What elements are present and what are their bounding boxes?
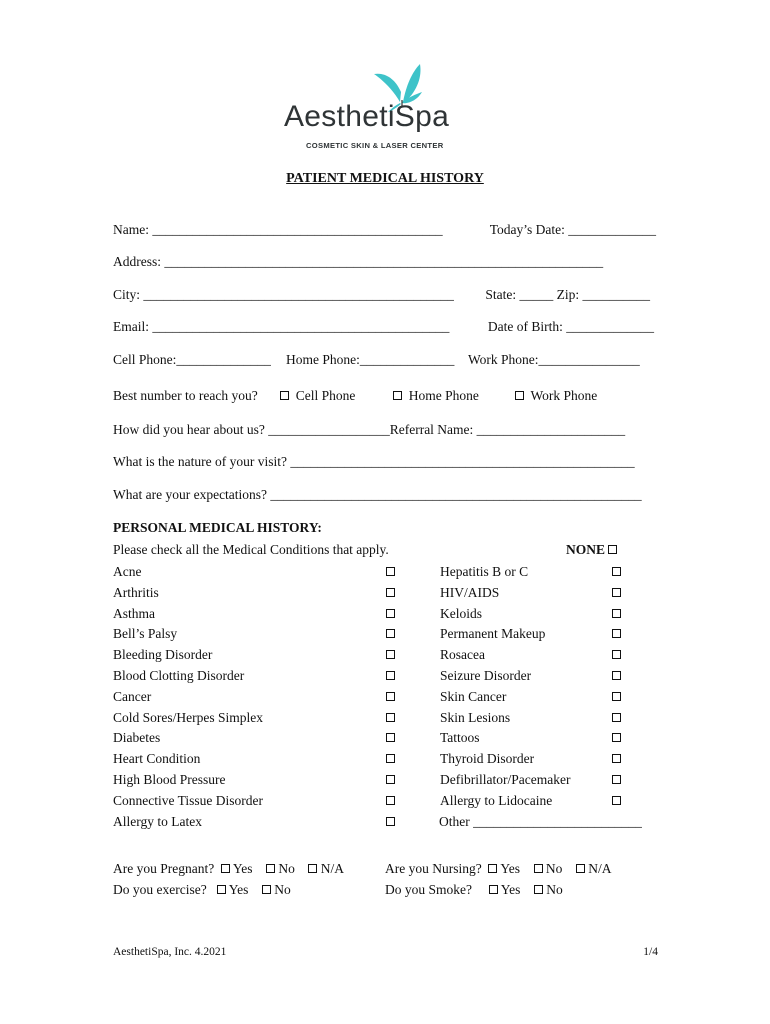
no-label: No	[278, 861, 295, 876]
checkbox[interactable]	[262, 885, 271, 894]
checkbox[interactable]	[612, 733, 621, 742]
condition-label: Allergy to Lidocaine	[440, 793, 553, 808]
none-label: NONE	[566, 542, 606, 557]
footer-text: AesthetiSpa, Inc. 4.2021	[113, 946, 227, 958]
checkbox[interactable]	[612, 650, 621, 659]
page-number: 1/4	[643, 946, 658, 958]
checkbox[interactable]	[266, 864, 275, 873]
checkbox[interactable]	[608, 545, 617, 554]
checkbox[interactable]	[612, 796, 621, 805]
checkbox[interactable]	[386, 609, 395, 618]
checkbox[interactable]	[612, 671, 621, 680]
checkbox[interactable]	[386, 817, 395, 826]
condition-label: Skin Lesions	[440, 710, 511, 725]
question-label: Do you exercise?	[113, 882, 207, 897]
checkbox[interactable]	[489, 885, 498, 894]
checkbox[interactable]	[612, 567, 621, 576]
checkbox[interactable]	[386, 567, 395, 576]
checkbox[interactable]	[386, 650, 395, 659]
option-home-phone[interactable]	[393, 388, 479, 404]
condition-checkbox[interactable]	[386, 751, 395, 767]
brand-tagline: COSMETIC SKIN & LASER CENTER	[306, 141, 444, 150]
exercise-question	[113, 882, 291, 898]
condition-checkbox[interactable]	[386, 689, 395, 705]
condition-checkbox[interactable]	[612, 626, 621, 642]
condition-checkbox[interactable]	[386, 710, 395, 726]
brand-name: AesthetiSpa	[284, 100, 450, 133]
condition-checkbox[interactable]	[386, 626, 395, 642]
condition-label: Permanent Makeup	[440, 626, 546, 641]
no-label: No	[546, 882, 563, 897]
na-label: N/A	[588, 861, 612, 876]
email-field[interactable]: Email: ____________________________________________	[113, 319, 450, 334]
checkbox[interactable]	[308, 864, 317, 873]
condition-label: Defibrillator/Pacemaker	[440, 772, 571, 787]
checkbox[interactable]	[221, 864, 230, 873]
condition-checkbox[interactable]	[386, 772, 395, 788]
yes-label: Yes	[500, 861, 521, 876]
checkbox[interactable]	[488, 864, 497, 873]
none-option[interactable]	[566, 542, 617, 558]
condition-checkbox[interactable]	[612, 751, 621, 767]
pregnant-question	[113, 861, 344, 877]
option-label: Work Phone	[530, 388, 598, 403]
checkbox[interactable]	[612, 775, 621, 784]
checkbox[interactable]	[386, 588, 395, 597]
condition-label: Connective Tissue Disorder	[113, 793, 263, 808]
visit-nature-field[interactable]: What is the nature of your visit? ___________________________________________________	[113, 454, 635, 469]
best-number-label: Best number to reach you?	[113, 388, 258, 403]
checkbox[interactable]	[612, 754, 621, 763]
condition-label: Bleeding Disorder	[113, 647, 213, 662]
checkbox[interactable]	[386, 754, 395, 763]
condition-checkbox[interactable]	[386, 730, 395, 746]
other-field[interactable]: Other _________________________	[439, 814, 642, 829]
instruction-text: Please check all the Medical Conditions that apply.	[113, 542, 389, 557]
checkbox[interactable]	[386, 713, 395, 722]
condition-checkbox[interactable]	[612, 710, 621, 726]
condition-label: Hepatitis B or C	[440, 564, 529, 579]
checkbox[interactable]	[612, 588, 621, 597]
condition-label: Rosacea	[440, 647, 485, 662]
question-label: Do you Smoke?	[385, 882, 472, 897]
condition-checkbox[interactable]	[612, 772, 621, 788]
condition-label: Blood Clotting Disorder	[113, 668, 245, 683]
logo	[284, 62, 484, 152]
option-label: Home Phone	[408, 388, 479, 403]
checkbox[interactable]	[534, 864, 543, 873]
condition-label: Skin Cancer	[440, 689, 507, 704]
checkbox[interactable]	[576, 864, 585, 873]
question-label: Are you Pregnant?	[113, 861, 215, 876]
cell-phone-field[interactable]: Cell Phone:______________	[113, 352, 271, 367]
checkbox[interactable]	[612, 692, 621, 701]
expectations-field[interactable]: What are your expectations? _______________________________________________________	[113, 487, 642, 502]
checkbox[interactable]	[386, 692, 395, 701]
page-title: PATIENT MEDICAL HISTORY	[286, 171, 484, 186]
condition-checkbox[interactable]	[612, 668, 621, 684]
condition-checkbox[interactable]	[612, 793, 621, 809]
condition-checkbox[interactable]	[612, 647, 621, 663]
todays-date-field[interactable]: Today’s Date: _____________	[489, 222, 656, 237]
checkbox[interactable]	[386, 629, 395, 638]
address-field[interactable]: Address: _________________________________________________________________	[113, 254, 604, 269]
dob-field[interactable]: Date of Birth: _____________	[487, 319, 654, 334]
home-phone-field[interactable]: Home Phone:______________	[286, 352, 455, 367]
section-heading: PERSONAL MEDICAL HISTORY:	[113, 520, 322, 535]
condition-label: Allergy to Latex	[113, 814, 202, 829]
no-label: No	[274, 882, 291, 897]
checkbox[interactable]	[386, 733, 395, 742]
question-label: Are you Nursing?	[385, 861, 482, 876]
checkbox[interactable]	[393, 391, 402, 400]
condition-label: Bell’s Palsy	[113, 626, 178, 641]
yes-label: Yes	[500, 882, 521, 897]
condition-label: High Blood Pressure	[113, 772, 226, 787]
checkbox[interactable]	[612, 609, 621, 618]
condition-checkbox[interactable]	[386, 793, 395, 809]
condition-checkbox[interactable]	[386, 814, 395, 830]
yes-label: Yes	[228, 882, 249, 897]
condition-checkbox[interactable]	[386, 606, 395, 622]
work-phone-field[interactable]: Work Phone:_______________	[468, 352, 640, 367]
condition-checkbox[interactable]	[612, 564, 621, 580]
condition-label: Keloids	[440, 606, 482, 621]
checkbox[interactable]	[612, 629, 621, 638]
nursing-question	[385, 861, 612, 877]
checkbox[interactable]	[515, 391, 524, 400]
state-zip-field[interactable]: State: _____ Zip: __________	[485, 287, 650, 302]
yes-label: Yes	[232, 861, 253, 876]
condition-checkbox[interactable]	[612, 585, 621, 601]
checkbox[interactable]	[217, 885, 226, 894]
condition-label: Seizure Disorder	[440, 668, 532, 683]
condition-checkbox[interactable]	[612, 606, 621, 622]
no-label: No	[545, 861, 563, 876]
option-label: Cell Phone	[295, 388, 356, 403]
condition-label: Acne	[113, 564, 142, 579]
condition-checkbox[interactable]	[612, 689, 621, 705]
condition-label: Heart Condition	[113, 751, 201, 766]
condition-label: Cancer	[113, 689, 152, 704]
condition-label: Diabetes	[113, 730, 161, 745]
checkbox[interactable]	[280, 391, 289, 400]
condition-label: HIV/AIDS	[440, 585, 500, 600]
condition-checkbox[interactable]	[386, 668, 395, 684]
checkbox[interactable]	[612, 713, 621, 722]
checkbox[interactable]	[534, 885, 543, 894]
hear-about-field[interactable]: How did you hear about us? __________________Referral Name: ______________________	[113, 422, 626, 437]
condition-label: Thyroid Disorder	[440, 751, 535, 766]
name-field[interactable]: Name: ___________________________________________	[113, 222, 443, 237]
condition-checkbox[interactable]	[612, 730, 621, 746]
condition-label: Asthma	[113, 606, 155, 621]
condition-label: Tattoos	[440, 730, 480, 745]
condition-checkbox[interactable]	[386, 564, 395, 580]
condition-label: Cold Sores/Herpes Simplex	[113, 710, 263, 725]
option-cell-phone[interactable]	[280, 388, 355, 404]
condition-label: Arthritis	[113, 585, 159, 600]
smoke-question	[385, 882, 563, 898]
checkbox[interactable]	[386, 775, 395, 784]
checkbox[interactable]	[386, 671, 395, 680]
condition-checkbox[interactable]	[386, 647, 395, 663]
na-label: N/A	[320, 861, 344, 876]
option-work-phone[interactable]	[515, 388, 597, 404]
city-field[interactable]: City: ______________________________________________	[113, 287, 454, 302]
condition-checkbox[interactable]	[386, 585, 395, 601]
checkbox[interactable]	[386, 796, 395, 805]
